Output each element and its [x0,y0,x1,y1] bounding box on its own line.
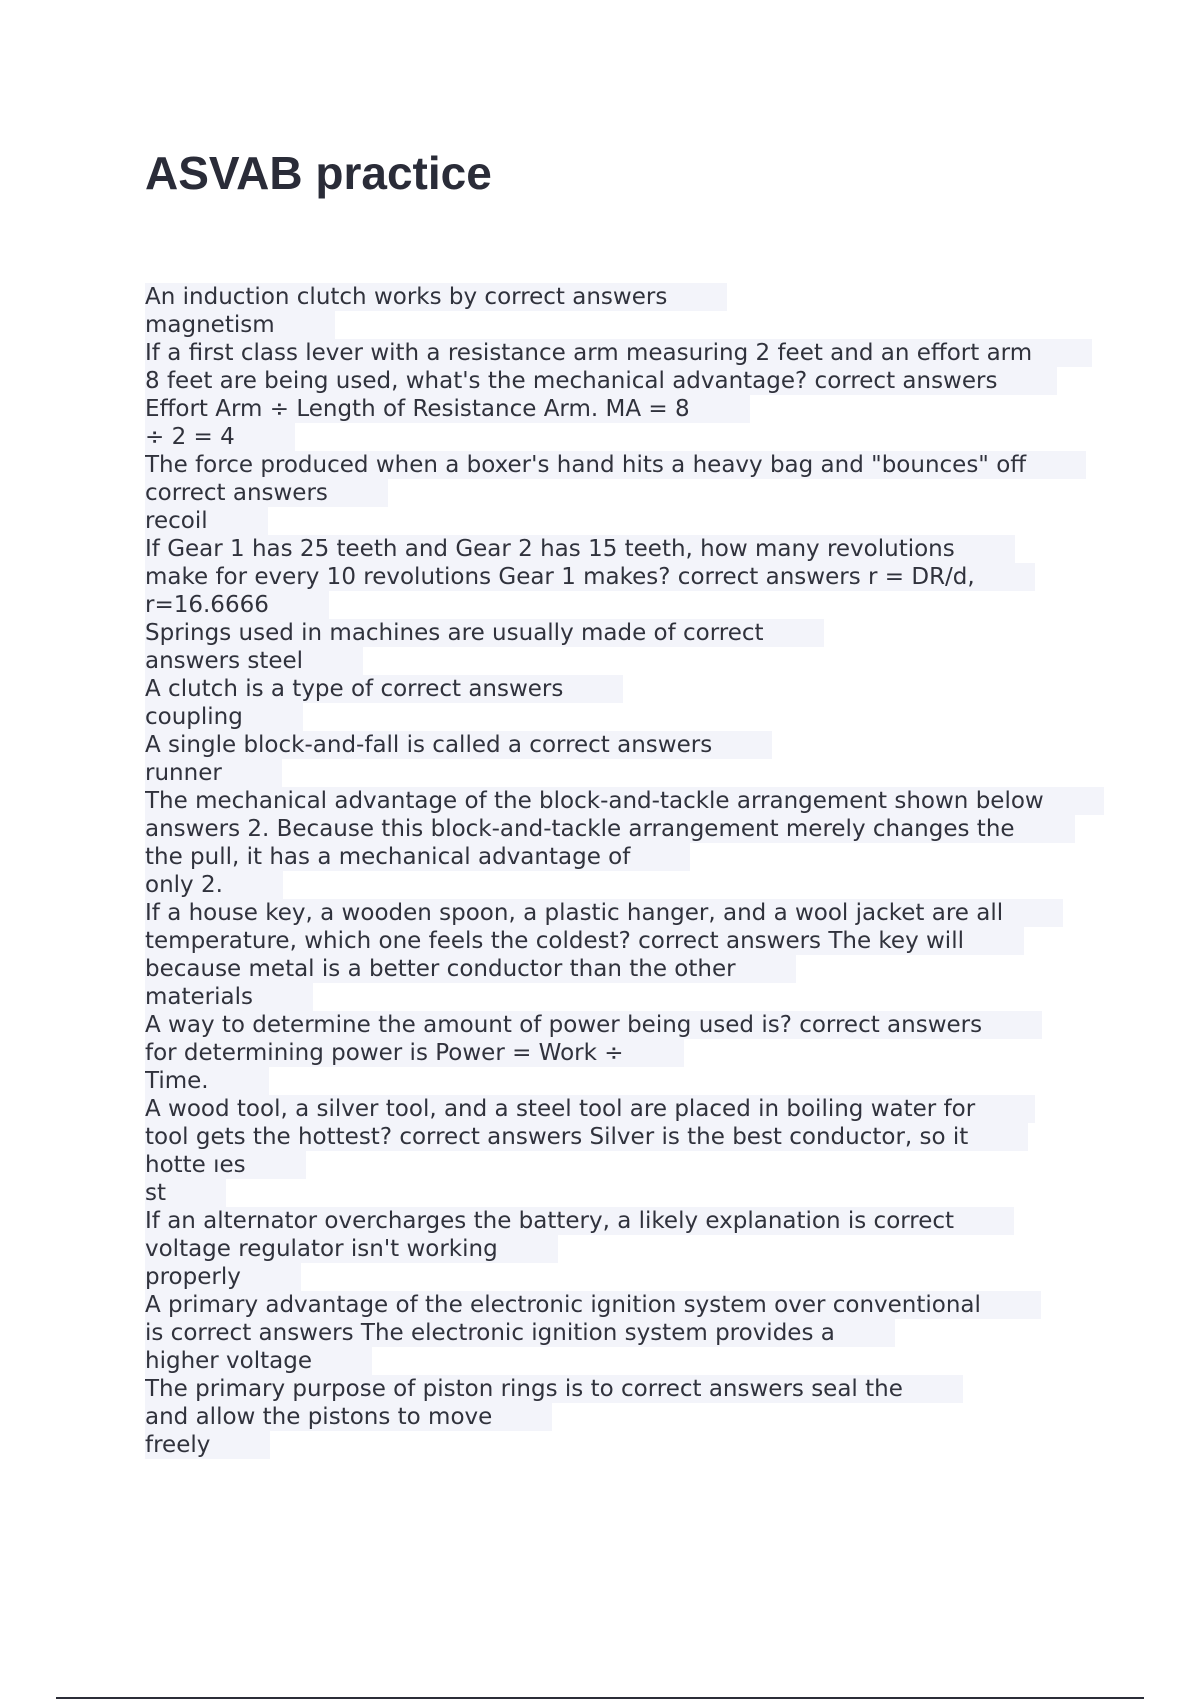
text-line: make for every 10 revolutions Gear 1 makes? correct answers r = DR/d, [145,563,1035,591]
text-line: freely [145,1431,270,1459]
text-line: If an alternator overcharges the battery, a likely explanation is correct [145,1207,1014,1235]
text-line: The primary purpose of piston rings is to correct answers seal the [145,1375,963,1403]
text-line: If a house key, a wooden spoon, a plastic hanger, and a wool jacket are all [145,899,1063,927]
text-line: A wood tool, a silver tool, and a steel tool are placed in boiling water for [145,1095,1035,1123]
text-line: hotte ıes [145,1151,306,1179]
text-line: Time. [145,1067,269,1095]
text-line: answers steel [145,647,363,675]
text-line: the pull, it has a mechanical advantage of [145,843,690,871]
text-line: Springs used in machines are usually made of correct [145,619,824,647]
page-divider [56,1697,1144,1699]
text-line: st [145,1179,226,1207]
text-line: 8 feet are being used, what's the mechanical advantage? correct answers [145,367,1057,395]
text-line: If a first class lever with a resistance arm measuring 2 feet and an effort arm [145,339,1092,367]
text-line: A clutch is a type of correct answers [145,675,623,703]
text-line: materials [145,983,313,1011]
document-body [145,283,1085,1459]
text-line: Effort Arm ÷ Length of Resistance Arm. MA = 8 [145,395,750,423]
text-line: A way to determine the amount of power being used is? correct answers [145,1011,1042,1039]
text-line: A primary advantage of the electronic ignition system over conventional [145,1291,1041,1319]
text-line: answers 2. Because this block-and-tackle arrangement merely changes the [145,815,1075,843]
text-line: voltage regulator isn't working [145,1235,558,1263]
page-title: ASVAB practice [145,147,492,199]
text-line: properly [145,1263,301,1291]
text-line: for determining power is Power = Work ÷ [145,1039,684,1067]
text-line: runner [145,759,282,787]
text-line: An induction clutch works by correct answers [145,283,727,311]
text-line: is correct answers The electronic ignition system provides a [145,1319,895,1347]
text-line: magnetism [145,311,335,339]
text-line: correct answers [145,479,388,507]
text-line: temperature, which one feels the coldest? correct answers The key will [145,927,1024,955]
text-line: If Gear 1 has 25 teeth and Gear 2 has 15 teeth, how many revolutions [145,535,1015,563]
text-line: A single block-and-fall is called a correct answers [145,731,772,759]
text-line: The force produced when a boxer's hand hits a heavy bag and "bounces" off [145,451,1086,479]
text-line: only 2. [145,871,283,899]
text-line: higher voltage [145,1347,372,1375]
text-line: coupling [145,703,303,731]
text-line: The mechanical advantage of the block-and-tackle arrangement shown below [145,787,1104,815]
text-line: and allow the pistons to move [145,1403,552,1431]
text-line: r=16.6666 [145,591,329,619]
text-line: ÷ 2 = 4 [145,423,295,451]
text-line: recoil [145,507,268,535]
text-line: tool gets the hottest? correct answers Silver is the best conductor, so it [145,1123,1028,1151]
text-line: because metal is a better conductor than the other [145,955,796,983]
